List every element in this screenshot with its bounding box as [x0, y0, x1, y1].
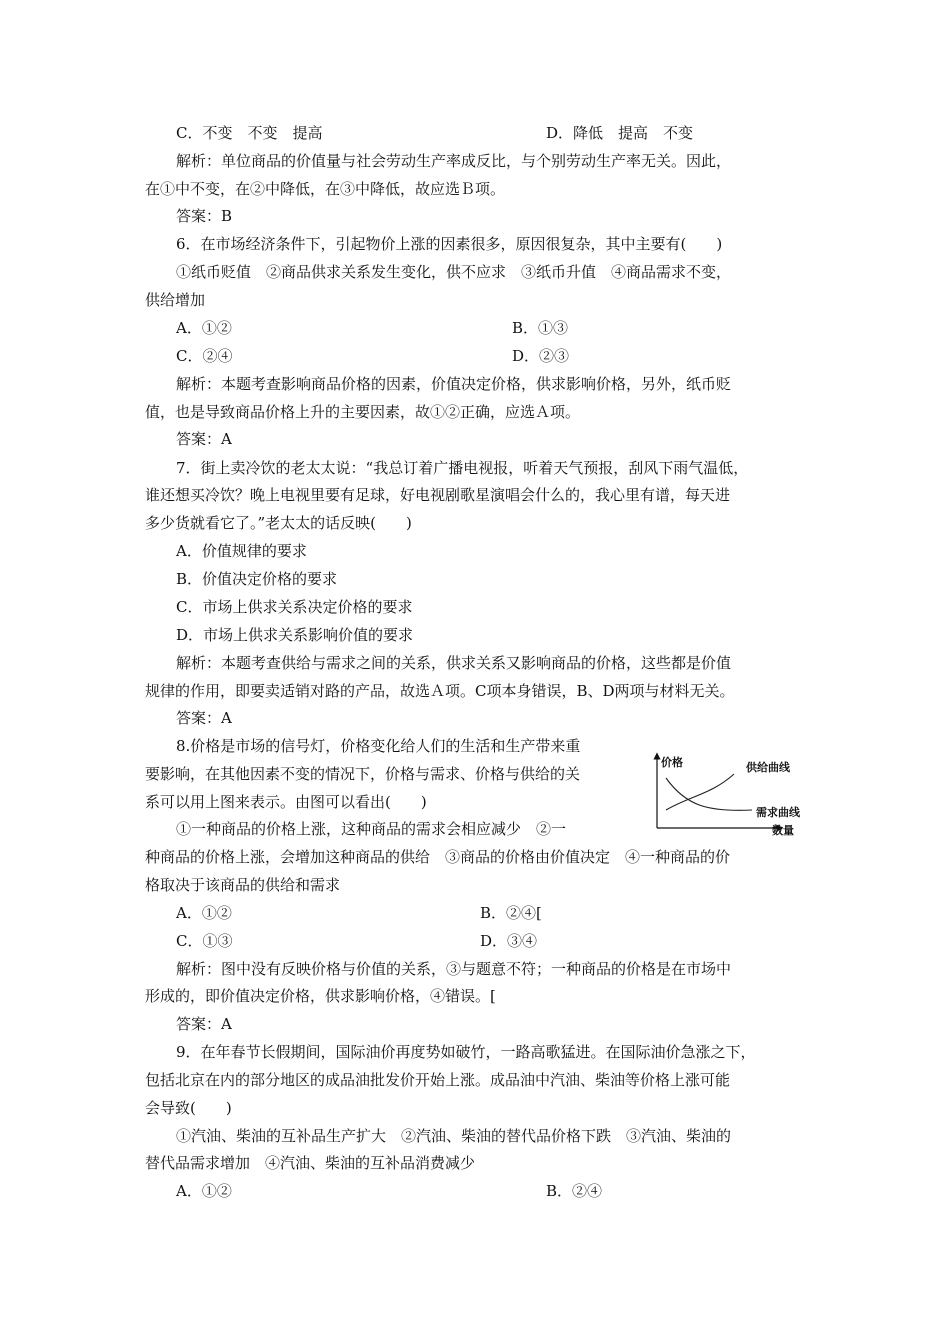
q6-options-cd [0, 346, 950, 366]
q8-options-cd [0, 931, 950, 951]
graph-supply-label: 供给曲线 [746, 761, 790, 774]
q7-answer: 答案：A [176, 709, 232, 727]
q8-stem-line-1: 8.价格是市场的信号灯，价格变化给人们的生活和生产带来重 [176, 737, 581, 755]
q6-items-line-2: 供给增加 [145, 291, 206, 309]
q6-option-c: C．②④ [176, 347, 233, 365]
q8-option-d: D．③④ [480, 932, 538, 950]
q9-stem-line-3: 会导致( ) [145, 1099, 232, 1117]
graph-x-label: 数量 [772, 824, 794, 836]
q9-stem-line-2: 包括北京在内的部分地区的成品油批发价开始上涨。成品油中汽油、柴油等价格上涨可能 [145, 1071, 731, 1089]
q7-analysis-line-1: 解析：本题考查供给与需求之间的关系，供求关系又影响商品的价格，这些都是价值 [176, 654, 732, 672]
q8-options-ab [0, 903, 950, 923]
q7-option-d: D．市场上供求关系影响价值的要求 [176, 626, 414, 644]
q8-analysis-line-2: 形成的，即价值决定价格，供求影响价格，④错误。[ [145, 987, 496, 1005]
q5-option-c: C．不变 不变 提高 [176, 124, 323, 142]
q7-analysis-line-2: 规律的作用，即要卖适销对路的产品，故选Ａ项。C项本身错误，B、D两项与材料无关。 [145, 682, 735, 700]
q8-supply-demand-graph [652, 752, 812, 836]
graph-demand-curve [666, 778, 752, 810]
q9-items-line-2: 替代品需求增加 ④汽油、柴油的互补品消费减少 [145, 1154, 476, 1172]
q8-items-line-1: ①一种商品的价格上涨，这种商品的需求会相应减少 ②一 [176, 820, 567, 838]
q6-option-b: B．①③ [512, 319, 569, 337]
q5-analysis-line-2: 在①中不变，在②中降低，在③中降低，故应选Ｂ项。 [145, 180, 506, 198]
q6-items-line-1: ①纸币贬值 ②商品供求关系发生变化，供不应求 ③纸币升值 ④商品需求不变， [176, 263, 732, 281]
q6-options-ab [0, 318, 950, 338]
q5-option-d: D．降低 提高 不变 [546, 124, 694, 142]
q5-analysis-line-1: 解析：单位商品的价值量与社会劳动生产率成反比，与个别劳动生产率无关。因此， [176, 152, 732, 170]
q6-option-d: D．②③ [512, 347, 570, 365]
q6-analysis-line-2: 值，也是导致商品价格上升的主要因素，故①②正确，应选Ａ项。 [145, 403, 581, 421]
q9-option-b: B．②④ [546, 1182, 603, 1200]
q8-stem-line-2: 要影响，在其他因素不变的情况下，价格与需求、价格与供给的关 [145, 765, 581, 783]
q6-option-a: A．①② [176, 319, 232, 337]
q8-option-a: A．①② [176, 904, 232, 922]
q9-options-ab [0, 1181, 950, 1201]
q8-stem-line-3: 系可以用上图来表示。由图可以看出( ) [145, 793, 427, 811]
q7-option-b: B．价值决定价格的要求 [176, 570, 338, 588]
q8-option-c: C．①③ [176, 932, 233, 950]
q7-stem-line-1: 7．街上卖冷饮的老太太说：“我总订着广播电视报，听着天气预报，刮风下雨气温低， [176, 459, 749, 477]
graph-y-label: 价格 [661, 756, 683, 769]
q8-items-line-2: 种商品的价格上涨，会增加这种商品的供给 ③商品的价格由价值决定 ④一种商品的价 [145, 848, 731, 866]
q9-option-a: A．①② [176, 1182, 232, 1200]
q6-stem: 6．在市场经济条件下，引起物价上涨的因素很多，原因很复杂，其中主要有( ) [176, 235, 723, 253]
q9-stem-line-1: 9．在年春节长假期间，国际油价再度势如破竹，一路高歌猛进。在国际油价急涨之下， [176, 1043, 756, 1061]
graph-supply-curve [666, 774, 734, 810]
q9-items-line-1: ①汽油、柴油的互补品生产扩大 ②汽油、柴油的替代品价格下跌 ③汽油、柴油的 [176, 1127, 732, 1145]
graph-demand-label: 需求曲线 [756, 806, 800, 819]
q8-option-b: B．②④[ [480, 904, 542, 922]
q7-stem-line-2: 谁还想买冷饮？晚上电视里要有足球，好电视剧歌星演唱会什么的，我心里有谱，每天进 [145, 486, 731, 504]
q7-stem-line-3: 多少货就看它了。”老太太的话反映( ) [145, 514, 412, 532]
q6-analysis-line-1: 解析：本题考查影响商品价格的因素，价值决定价格，供求影响价格，另外，纸币贬 [176, 375, 732, 393]
q6-answer: 答案：A [176, 430, 232, 448]
q7-option-c: C．市场上供求关系决定价格的要求 [176, 598, 413, 616]
q8-items-line-3: 格取决于该商品的供给和需求 [145, 876, 341, 894]
q5-answer: 答案：B [176, 207, 233, 225]
q5-options-cd [0, 123, 950, 143]
q8-analysis-line-1: 解析：图中没有反映价格与价值的关系，③与题意不符；一种商品的价格是在市场中 [176, 960, 732, 978]
q8-answer: 答案：A [176, 1015, 232, 1033]
q7-option-a: A．价值规律的要求 [176, 542, 307, 560]
